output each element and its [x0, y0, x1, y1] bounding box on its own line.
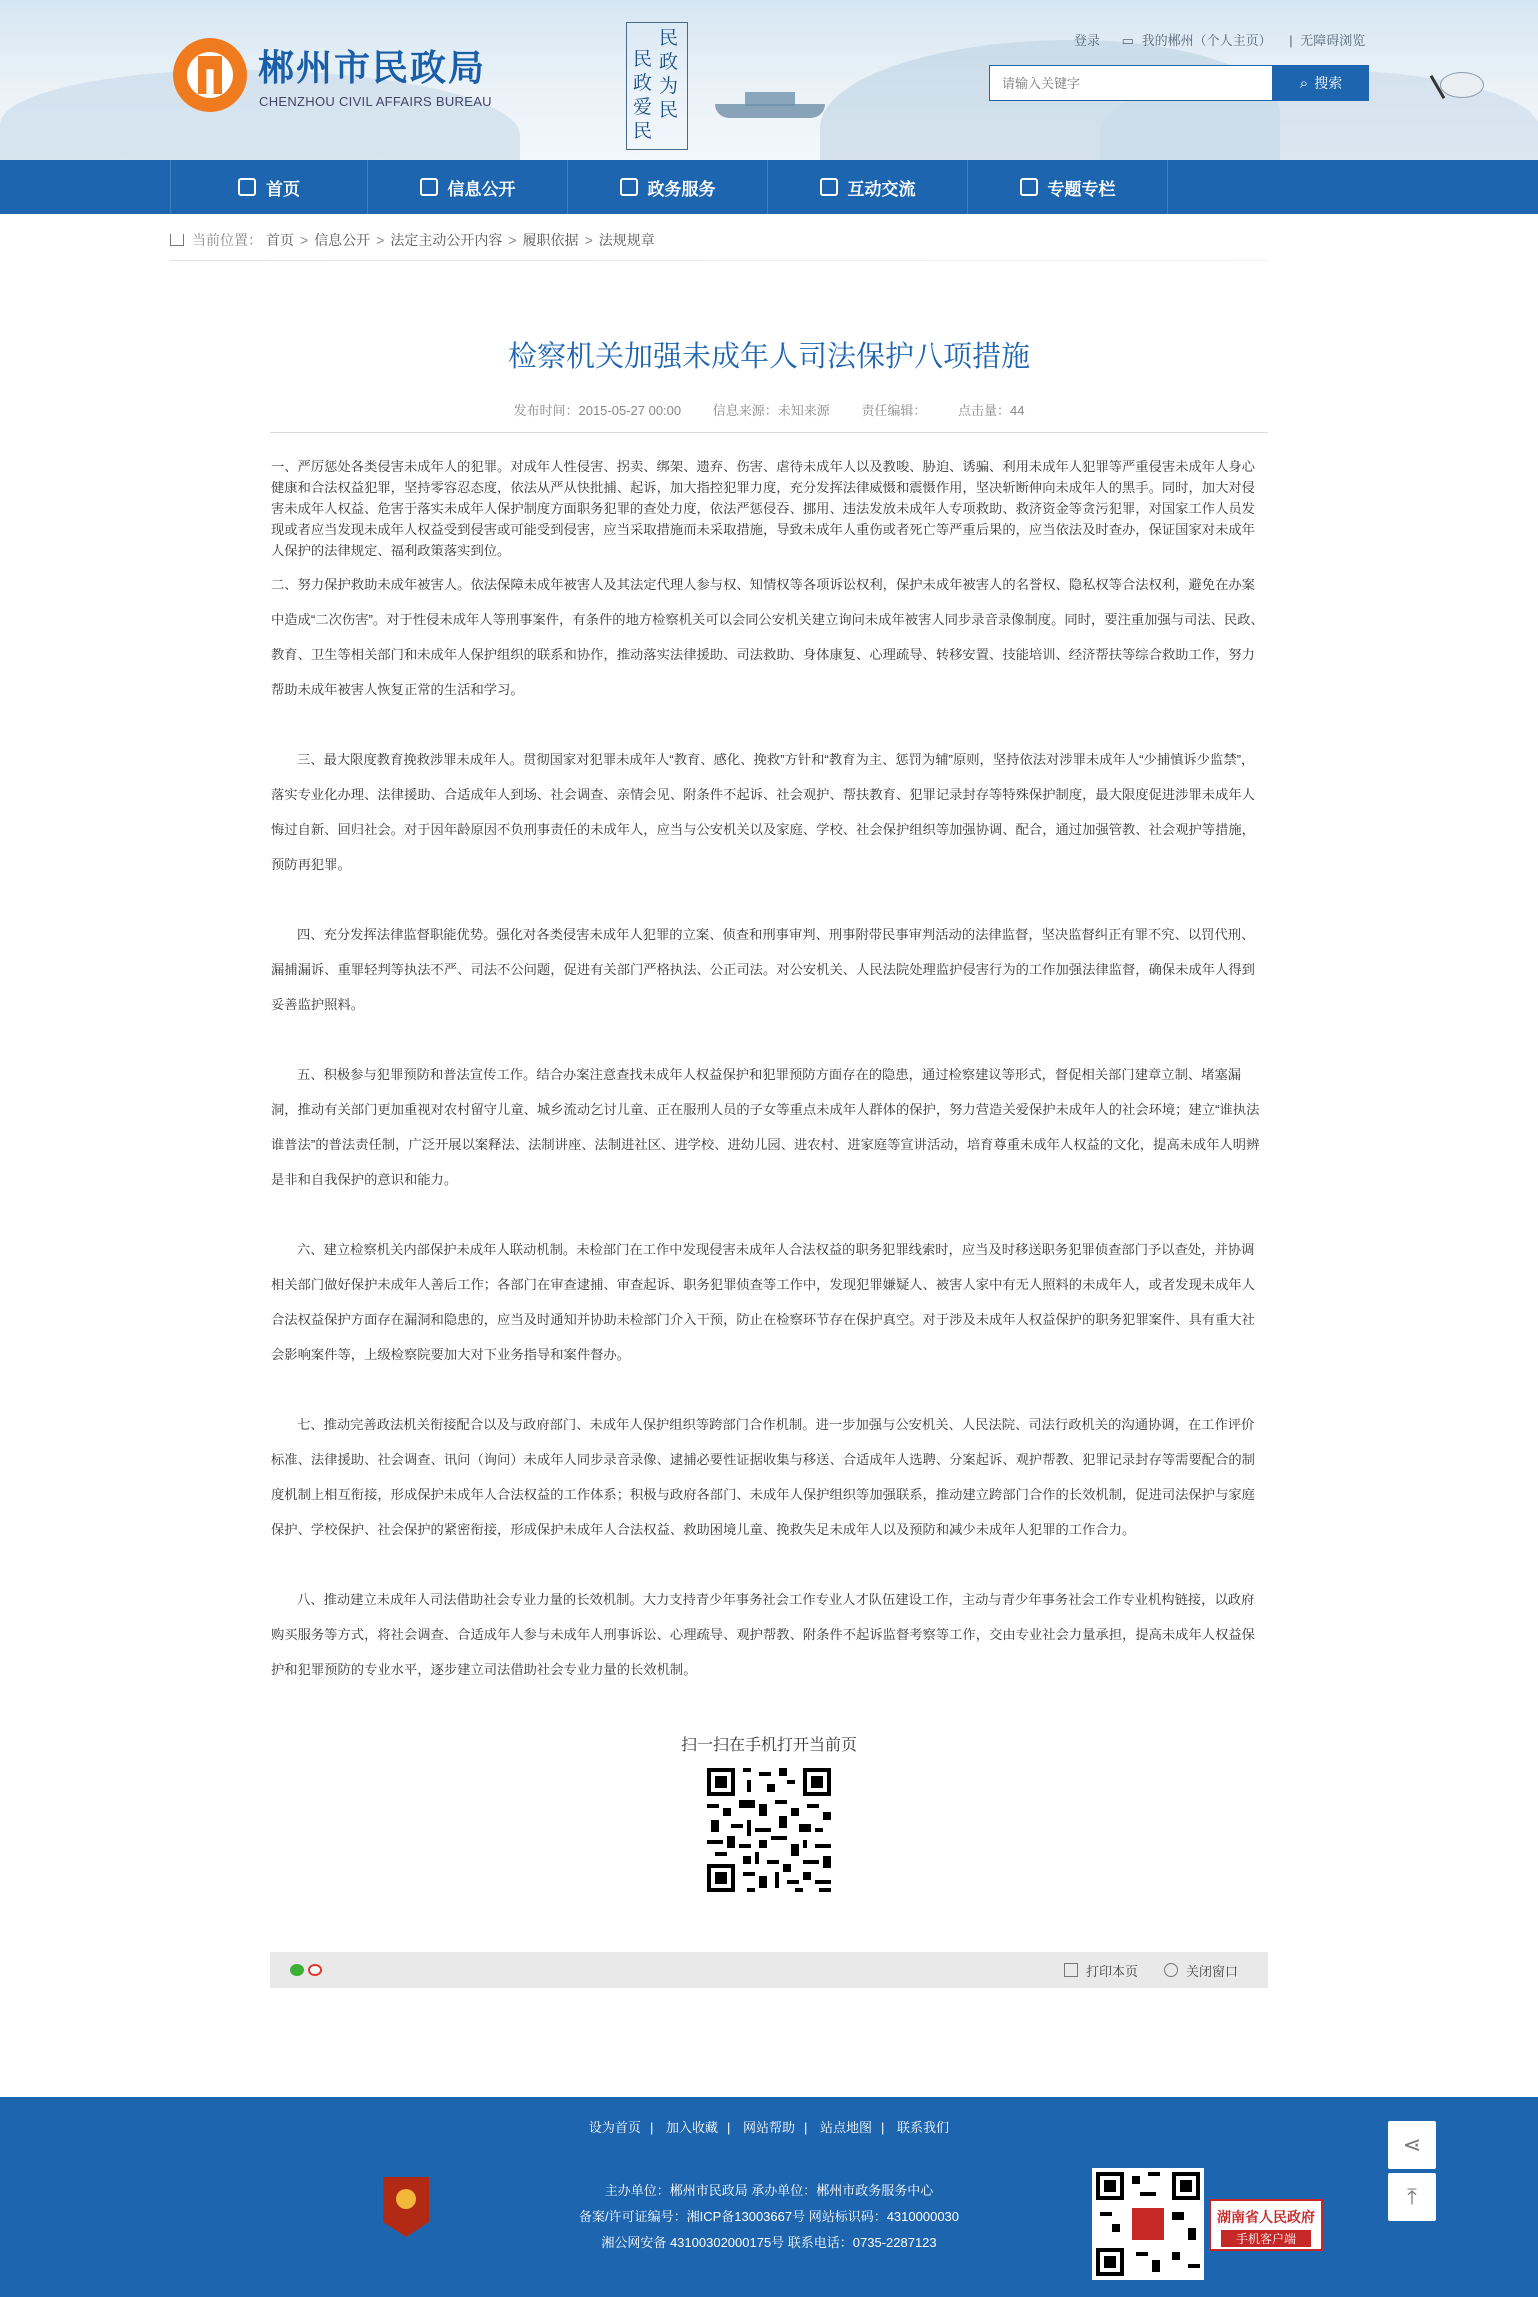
search-icon: ⌕	[1299, 74, 1309, 92]
article-paragraph: 六、建立检察机关内部保护未成年人联动机制。未检部门在工作中发现侵害未成年人合法权益的职务犯罪线索时，应当及时移送职务犯罪侦查部门予以查处，并协调相关部门做好保护未成年人善后工作；各部门在审查逮捕、审查起诉、职务犯罪侦查等工作中，发现犯罪嫌疑人、被害人家中有无人照料的未成年人，或者发现未成年人合法权益保护方面存在漏洞和隐患的，应当及时通知并协助未检部门介入干预，防止在检察环节存在保护真空。对于涉及未成年人权益保护的职务犯罪案件、具有重大社会影响案件等，上级检察院要加大对下业务指导和案件督办。	[271, 1242, 1255, 1362]
divider: |	[1289, 33, 1293, 48]
slogan-left: 民政爱民	[633, 48, 653, 142]
site-title-en: CHENZHOU CIVIL AFFAIRS BUREAU	[259, 94, 492, 109]
divider: |	[726, 2120, 731, 2135]
breadcrumb-link[interactable]: 法规规章	[598, 232, 655, 248]
article-paragraph: 二、努力保护救助未成年被害人。依法保障未成年被害人及其法定代理人参与权、知情权等各项诉讼权利，保护未成年被害人的名誉权、隐私权等合法权利，避免在办案中造成“二次伤害”。对于性侵未成年人等刑事案件，有条件的地方检察机关可以会同公安机关建立询问未成年被害人同步录音录像制度。同时，要注重加强与司法、民政、教育、卫生等相关部门和未成年人保护组织的联系和协作，推动落实法律援助、司法救助、身体康复、心理疏导、转移安置、技能培训、经济帮扶等综合救助工作，努力帮助未成年被害人恢复正常的生活和学习。	[271, 577, 1264, 697]
back-to-top-button[interactable]	[1388, 2173, 1436, 2221]
home-icon	[238, 178, 256, 196]
qr-title: 扫一扫在手机打开当前页	[680, 1737, 857, 1754]
nav-label: 专题专栏	[1047, 179, 1116, 199]
breadcrumb-sep: >	[300, 232, 309, 248]
breadcrumb-sep: >	[508, 232, 517, 248]
print-label: 打印本页	[1086, 1963, 1139, 1979]
footer-link[interactable]: 网站帮助	[742, 2120, 795, 2135]
nav-label: 互动交流	[847, 179, 916, 199]
mobile-app-badge[interactable]	[1209, 2199, 1323, 2251]
footer-link[interactable]: 加入收藏	[665, 2120, 718, 2135]
share-button[interactable]	[1388, 2121, 1436, 2169]
top-links	[1070, 30, 1365, 49]
divider	[270, 432, 1268, 433]
app-badge-subtitle: 手机客户端	[1221, 2230, 1311, 2247]
document-icon	[420, 178, 438, 196]
site-logo-icon[interactable]	[173, 38, 247, 112]
wechat-share-icon[interactable]	[290, 1964, 304, 1976]
printer-icon	[1064, 1963, 1078, 1977]
footer-link[interactable]: 联系我们	[897, 2120, 950, 2135]
nav-item-interaction[interactable]	[768, 160, 968, 214]
article-paragraph: 五、积极参与犯罪预防和普法宣传工作。结合办案注意查找未成年人权益保护和犯罪预防方面存在的隐患，通过检察建议等形式，督促相关部门建章立制、堵塞漏洞，推动有关部门更加重视对农村留守儿童、城乡流动乞讨儿童、正在服刑人员的子女等重点未成年人群体的保护，努力营造关爱保护未成年人的社会环境；建立“谁执法谁普法”的普法责任制，广泛开展以案释法、法制讲座、法制进社区、进学校、进幼儿园、进农村、进家庭等宣讲活动，培育尊重未成年人权益的文化，提高未成年人明辨是非和自我保护的意识和能力。	[271, 1067, 1260, 1187]
chat-icon	[820, 178, 838, 196]
close-icon	[1164, 1963, 1178, 1977]
share-toolbar	[270, 1952, 1268, 1988]
search-input[interactable]	[989, 65, 1273, 101]
article-title: 检察机关加强未成年人司法保护八项措施	[507, 341, 1030, 373]
hit-count: 点击量：44	[958, 403, 1025, 418]
nav-item-info-public[interactable]	[368, 160, 568, 214]
nav-item-gov-service[interactable]	[568, 160, 768, 214]
boat-decoration	[715, 104, 825, 118]
nav-label: 首页	[266, 179, 300, 199]
article-paragraph: 八、推动建立未成年人司法借助社会专业力量的长效机制。大力支持青少年事务社会工作专业人才队伍建设工作，主动与青少年事务社会工作专业机构链接，以政府购买服务等方式，将社会调查、合适成年人参与未成年人刑事诉讼、心理疏导、观护帮教、附条件不起诉监督考察等工作，交由专业社会力量承担，提高未成年人权益保护和犯罪预防的专业水平，逐步建立司法借助社会专业力量的长效机制。	[271, 1592, 1255, 1677]
footer-link[interactable]: 设为首页	[588, 2120, 641, 2135]
footer-police: 湘公网安备 43100302000175号 联系电话：0735-2287123	[601, 2235, 937, 2250]
article-paragraph: 一、严厉惩处各类侵害未成年人的犯罪。对成年人性侵害、拐卖、绑架、遗弃、伤害、虐待未成年人以及教唆、胁迫、诱骗、利用未成年人犯罪等严重侵害未成年人身心健康和合法权益犯罪，坚持零容忍态度，依法从严从快批捕、起诉，加大指控犯罪力度，充分发挥法律威慑和震慑作用，坚决斩断伸向未成年人的黑手。同时，加大对侵害未成年人权益、危害于落实未成年人保护制度方面职务犯罪的查处力度，依法严惩侵吞、挪用、违法发放未成年人专项救助、救济资金等贪污犯罪，对国家工作人员发现或者应当发现未成年人权益受到侵害或可能受到侵害，应当采取措施而未采取措施，导致未成年人重伤或者死亡等严重后果的，应当依法及时查办，保证国家对未成年人保护的法律规定、福利政策落实到位。	[271, 459, 1255, 558]
nav-item-topics[interactable]	[968, 160, 1168, 214]
article-meta	[270, 400, 1268, 419]
nav-label: 信息公开	[447, 179, 516, 199]
edit-icon	[620, 178, 638, 196]
breadcrumb-sep: >	[584, 232, 593, 248]
article-paragraph: 三、最大限度教育挽救涉罪未成年人。贯彻国家对犯罪未成年人“教育、感化、挽救”方针和“教育为主、惩罚为辅”原则，坚持依法对涉罪未成年人“少捕慎诉少监禁”，落实专业化办理、法律援助、合适成年人到场、社会调查、亲情会见、附条件不起诉、社会观护、帮扶教育、犯罪记录封存等特殊保护制度，最大限度促进涉罪未成年人悔过自新、回归社会。对于因年龄原因不负刑事责任的未成年人，应当与公安机关以及家庭、学校、社会保护组织等加强协调、配合，通过加强管教、社会观护等措施，预防再犯罪。	[271, 752, 1255, 872]
share-icon: ⋖	[1402, 2132, 1422, 2157]
user-icon: ▭	[1121, 33, 1134, 48]
crane-decoration	[1440, 72, 1484, 98]
divider	[170, 260, 1268, 261]
article-paragraph: 四、充分发挥法律监督职能优势。强化对各类侵害未成年人犯罪的立案、侦查和刑事审判、刑事附带民事审判活动的法律监督，坚决监督纠正有罪不究、以罚代刑、漏捕漏诉、重罪轻判等执法不严、司法不公问题，促进有关部门严格执法、公正司法。对公安机关、人民法院处理监护侵害行为的工作加强法律监督，确保未成年人得到妥善监护照料。	[271, 927, 1255, 1012]
breadcrumb-link[interactable]: 首页	[266, 232, 294, 248]
footer-link[interactable]: 站点地图	[820, 2120, 873, 2135]
search-button[interactable]	[1273, 65, 1369, 101]
footer-qr-code	[1092, 2168, 1204, 2280]
divider: |	[804, 2120, 808, 2135]
print-button[interactable]	[1064, 1952, 1138, 1988]
divider: |	[649, 2120, 654, 2135]
footer-sponsor: 主办单位：郴州市民政局 承办单位：郴州市政务服务中心	[604, 2183, 934, 2198]
divider: |	[881, 2120, 885, 2135]
info-source: 信息来源：未知来源	[712, 403, 830, 418]
page-qr-code	[703, 1764, 835, 1896]
close-window-button[interactable]	[1164, 1952, 1238, 1988]
site-header	[0, 0, 1538, 160]
breadcrumb-sep: >	[376, 232, 385, 248]
my-homepage-link[interactable]: 我的郴州（个人主页）	[1141, 33, 1272, 48]
layers-icon	[1020, 178, 1038, 196]
arrow-up-icon: ⤒	[1407, 2184, 1417, 2209]
breadcrumb-prefix: 当前位置：	[192, 232, 262, 248]
publish-time: 发布时间：2015-05-27 00:00	[513, 403, 682, 418]
site-title[interactable]: 郴州市民政局	[258, 47, 487, 88]
breadcrumb	[170, 230, 655, 250]
weibo-share-icon[interactable]	[308, 1964, 322, 1976]
app-badge-title: 湖南省人民政府	[1217, 2209, 1315, 2225]
article-paragraph: 七、推动完善政法机关衔接配合以及与政府部门、未成年人保护组织等跨部门合作机制。进一步加强与公安机关、人民法院、司法行政机关的沟通协调，在工作评价标准、法律援助、社会调查、讯问（询问）未成年人同步录音录像、逮捕必要性证据收集与移送、合适成年人选聘、分案起诉、观护帮教、犯罪记录封存等需要配合的制度机制上相互衔接，形成保护未成年人合法权益的工作体系；积极与政府各部门、未成年人保护组织等加强联系，推动建立跨部门合作的长效机制，促进司法保护与家庭保护、学校保护、社会保护的紧密衔接，形成保护未成年人合法权益、救助困境儿童、挽救失足未成年人以及预防和减少未成年人犯罪的工作合力。	[271, 1417, 1255, 1537]
accessible-link[interactable]: 无障碍浏览	[1300, 33, 1366, 48]
login-link[interactable]: 登录	[1074, 33, 1101, 48]
breadcrumb-link[interactable]: 法定主动公开内容	[390, 232, 503, 248]
editor: 责任编辑：	[861, 403, 927, 418]
breadcrumb-link[interactable]: 信息公开	[314, 232, 371, 248]
close-label: 关闭窗口	[1186, 1963, 1239, 1979]
qr-code-icon	[703, 1764, 835, 1896]
nav-label: 政务服务	[647, 179, 716, 199]
footer-links	[0, 2117, 1538, 2136]
main-nav	[0, 160, 1538, 214]
home-icon	[170, 234, 184, 246]
site-footer	[0, 2097, 1538, 2297]
footer-icp: 备案/许可证编号：湘ICP备13003667号 网站标识码：4310000030	[578, 2209, 960, 2224]
slogan-right: 民政为民	[659, 27, 679, 121]
breadcrumb-link[interactable]: 履职依据	[522, 232, 579, 248]
qr-code-icon	[1092, 2168, 1204, 2280]
search-button-label: 搜索	[1314, 75, 1343, 91]
article-content	[271, 456, 1267, 1687]
nav-item-home[interactable]	[170, 160, 368, 214]
slogan-seal	[626, 22, 688, 150]
